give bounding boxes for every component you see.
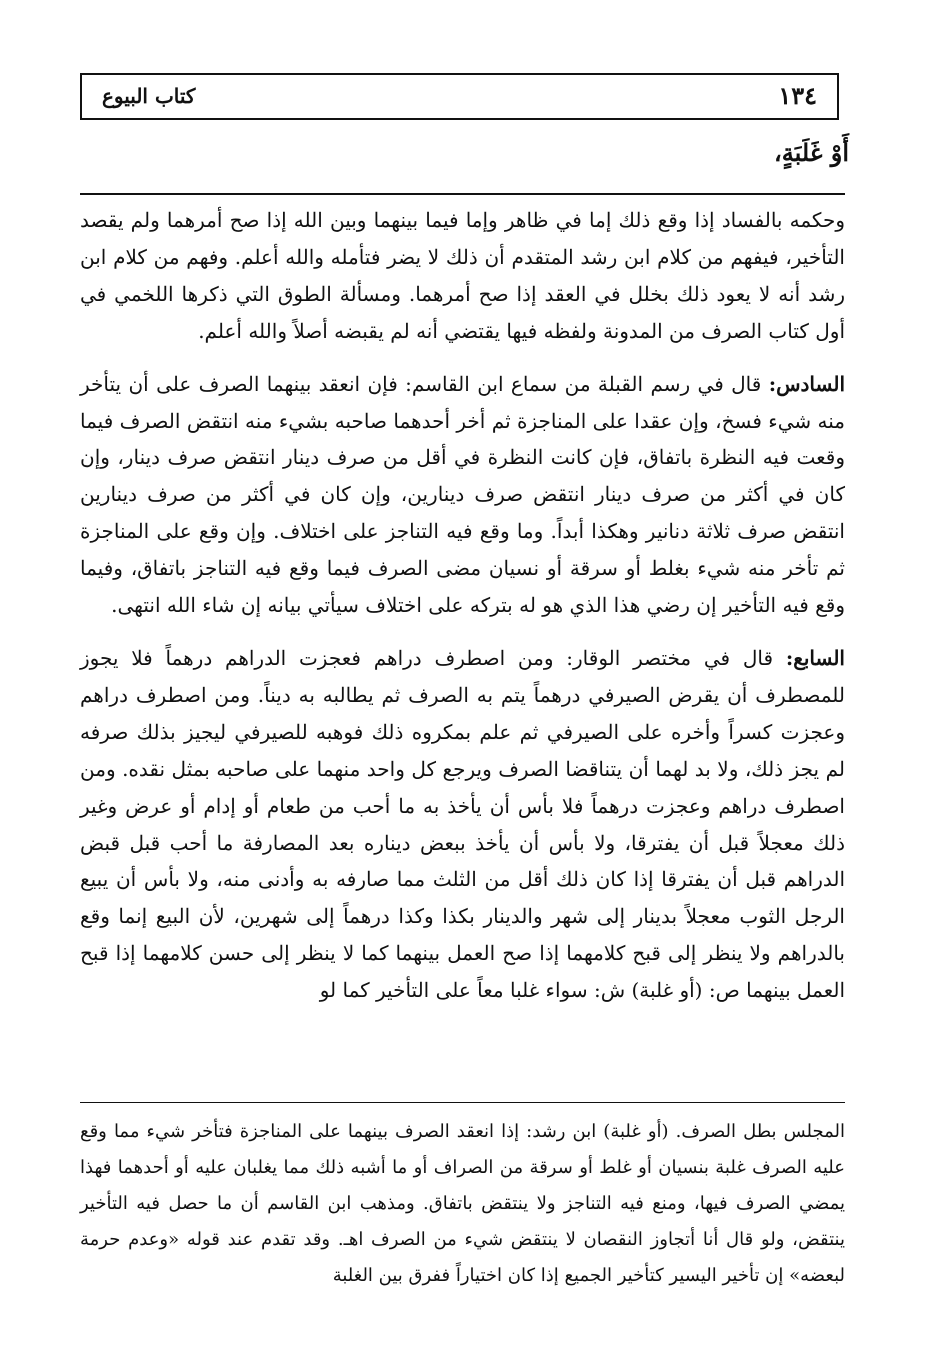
footnotes-section (80, 1114, 845, 1294)
footnote-text: المجلس بطل الصرف. (أو غلبة) ابن رشد: إذا انعقد الصرف بينهما على المناجزة فتأخر شيء مما وقع عليه الصرف غلبة بنسيان أو غلط أو سرقة من الصراف أو ما أشبه ذلك مما يغلبان عليه أو أحدهما فهذا يمضي الصرف فيها، ومنع فيه التناجز ولا ينتقض باتفاق. ومذهب ابن القاسم أن ما حصل فيه التأخير ينتقض، ولو قال أنا أتجاوز النقصان لا ينتقض شيء من الصرف اهـ. وقد تقدم عند قوله «وعدم حرمة لبعضه» إن تأخير اليسير كتأخير الجميع إذا كان اختياراً ففرق بين الغلبة (80, 1121, 845, 1286)
paragraph-text: وحكمه بالفساد إذا وقع ذلك إما في ظاهر وإما فيما بينهما وبين الله إذا صح أمرهما ولم يقصد التأخير، فيفهم من كلام ابن رشد المتقدم أن ذلك لا يضر فتأمله والله أعلم. وفهم من كلام ابن رشد أنه لا يعود ذلك بخلل في العقد إذا صح أمرهما. ومسألة الطوق التي ذكرها اللخمي في أول كتاب الصرف من المدونة ولفظه فيها يقتضي أنه لم يقبضه أصلاً والله أعلم. (80, 208, 845, 343)
footnote-divider (80, 1102, 845, 1103)
commentary-paragraph-3 (80, 640, 845, 1009)
commentary-paragraph-1 (80, 202, 845, 350)
paragraph-text: قال في رسم القبلة من سماع ابن القاسم: فإن انعقد بينهما الصرف على أن يتأخر منه شيء فسخ، وإن عقدا على المناجزة ثم أخر أحدهما صاحبه بشيء منه انتقض الصرف فيما وقعت فيه النظرة باتفاق، فإن كانت النظرة في أقل من صرف دينار انتقض صرف دينار، وإن كان في أكثر من صرف دينار انتقض صرف دينارين، وإن كان في أكثر من صرف دينارين انتقض صرف ثلاثة دنانير وهكذا أبداً. وما وقع فيه التناجز على اختلاف. وإن وقع على المناجزة ثم تأخر منه شيء بغلط أو سرقة أو نسيان مضى الصرف فيما وقع فيه التناجز باتفاق، وفيما وقع فيه التأخير إن رضي هذا الذي هو له بتركه على اختلاف سيأتي بيانه إن شاء الله انتهى. (80, 371, 845, 618)
paragraph-text: قال في مختصر الوقار: ومن اصطرف دراهم فعجزت الدراهم درهماً فلا يجوز للمصطرف أن يقرض الصيرفي درهماً يتم به الصرف ثم يطالبه به ديناً. ومن اصطرف دراهم وعجزت كسراً وأخره على الصيرفي ثم علم بمكروه ذلك فوهبه للصيرفي ليجيز بذلك صرفه لم يجز ذلك، ولا بد لهما أن يتناقضا الصرف ويرجع كل واحد منهما على صاحبه بمثل نقده. ومن اصطرف دراهم وعجزت درهماً فلا بأس أن يأخذ به ما أحب من طعام أو إدام أو عرض وغير ذلك معجلاً قبل أن يفترقا، ولا بأس أن يأخذ ببعض ديناره بعد المصارفة ما أحب قبل قبض الدراهم قبل أن يفترقا إذا كان ذلك أقل من الثلث مما صارفه به وأدنى منه، ولا بأس أن يبيع الرجل الثوب معجلاً بدينار إلى شهر والدينار بكذا وكذا درهماً إلى شهرين، لأن البيع إنما وقع بالدراهم ولا ينظر إلى قبح كلامهما إذا صح العمل بينهما كما لا ينظر إلى حسن كلامهما إذا قبح العمل بينهما ص: (أو غلبة) ش: سواء غلبا معاً على التأخير كما لو (80, 645, 845, 1003)
matn-divider (80, 193, 845, 195)
matn-text: أَوْ غَلَبَةٍ، (774, 138, 849, 167)
paragraph-label: السادس: (768, 371, 846, 396)
page-number: ١٣٤ (778, 81, 817, 110)
page-header (80, 73, 839, 120)
commentary-section (80, 202, 845, 1025)
book-title: كتاب البيوع (102, 84, 196, 108)
commentary-paragraph-2 (80, 366, 845, 624)
paragraph-label: السابع: (785, 645, 845, 670)
